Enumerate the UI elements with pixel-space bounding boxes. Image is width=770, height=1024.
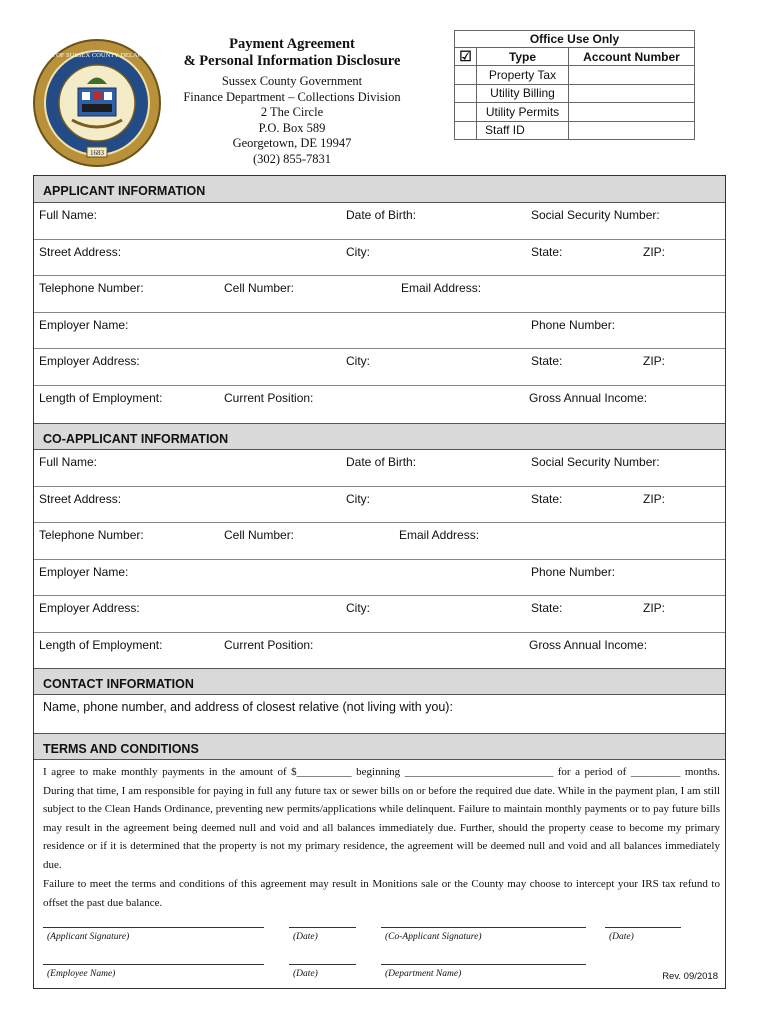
account-field[interactable]	[569, 103, 695, 122]
type-checkbox[interactable]	[455, 103, 477, 122]
state-label: State:	[531, 491, 563, 506]
state-label: State:	[531, 601, 563, 615]
seal-year: 1683	[90, 149, 104, 157]
cell-label: Cell Number:	[224, 528, 295, 542]
seal-ring-text: SEAL OF SUSSEX COUNTY DELAWARE	[38, 52, 156, 59]
full-name-label: Full Name:	[39, 455, 98, 469]
terms-text	[43, 763, 720, 912]
street-label: Street Address:	[39, 244, 122, 259]
type-label: Property Tax	[477, 66, 569, 85]
telephone-label: Telephone Number:	[39, 281, 144, 295]
applicant-row-name[interactable]	[34, 203, 725, 240]
applicant-row-address[interactable]	[34, 240, 725, 277]
account-field[interactable]	[569, 66, 695, 85]
office-use-table	[454, 30, 695, 140]
telephone-label: Telephone Number:	[39, 528, 144, 542]
contact-heading: CONTACT INFORMATION	[34, 668, 725, 695]
contact-row[interactable]	[34, 695, 725, 733]
address-city: Georgetown, DE 19947	[232, 136, 352, 150]
zip-label: ZIP:	[643, 354, 666, 368]
org-phone: (302) 855-7831	[252, 151, 332, 166]
ssn-label: Social Security Number:	[531, 208, 660, 222]
employee-date-line[interactable]: (Date)	[289, 964, 356, 979]
employer-address-label: Employer Address:	[39, 354, 140, 368]
office-use-title: Office Use Only	[455, 31, 695, 48]
check-icon: ☑	[455, 48, 477, 66]
county-seal-logo	[32, 38, 162, 168]
ssn-label: Social Security Number:	[531, 455, 660, 469]
coapplicant-heading: CO-APPLICANT INFORMATION	[34, 423, 725, 450]
coapplicant-date-line[interactable]: (Date)	[605, 927, 681, 942]
city-label: City:	[346, 601, 370, 615]
type-label: Staff ID	[477, 121, 569, 140]
city-label: City:	[346, 491, 370, 506]
phone-label: Phone Number:	[531, 564, 616, 579]
form-body	[33, 175, 726, 989]
applicant-row-employer-address[interactable]	[34, 349, 725, 386]
type-checkbox[interactable]	[455, 121, 477, 140]
position-label: Current Position:	[224, 637, 314, 652]
form-subtitle: & Personal Information Disclosure	[183, 53, 401, 69]
document-header	[172, 36, 412, 167]
type-label: Utility Permits	[477, 103, 569, 122]
position-label: Current Position:	[224, 390, 314, 405]
org-name: Sussex County Government	[221, 74, 363, 88]
zip-label: ZIP:	[643, 601, 666, 615]
coapplicant-row-employer-address[interactable]	[34, 596, 725, 633]
zip-label: ZIP:	[643, 491, 666, 506]
state-label: State:	[531, 354, 563, 368]
type-label: Utility Billing	[477, 84, 569, 103]
email-label: Email Address:	[401, 281, 482, 295]
cell-label: Cell Number:	[224, 281, 295, 295]
col-type: Type	[477, 48, 569, 66]
email-label: Email Address:	[399, 528, 480, 542]
applicant-date-line[interactable]: (Date)	[289, 927, 356, 942]
form-title: Payment Agreement	[229, 36, 355, 52]
employer-address-label: Employer Address:	[39, 601, 140, 615]
dob-label: Date of Birth:	[346, 455, 417, 469]
city-label: City:	[346, 354, 370, 368]
account-field[interactable]	[569, 84, 695, 103]
coapplicant-row-phones[interactable]	[34, 523, 725, 560]
account-field[interactable]	[569, 121, 695, 140]
coapplicant-row-address[interactable]	[34, 487, 725, 524]
org-division: Finance Department – Collections Division	[183, 89, 401, 104]
income-label: Gross Annual Income:	[529, 637, 648, 652]
coapplicant-row-employment[interactable]	[34, 633, 725, 670]
col-account: Account Number	[569, 48, 695, 66]
applicant-row-phones[interactable]	[34, 276, 725, 313]
department-name-line[interactable]: (Department Name)	[381, 964, 586, 979]
type-checkbox[interactable]	[455, 84, 477, 103]
coapplicant-signature-line[interactable]: (Co-Applicant Signature)	[381, 927, 586, 942]
revision-label: Rev. 09/2018	[662, 971, 718, 982]
address-street: 2 The Circle	[260, 105, 324, 119]
applicant-row-employer[interactable]	[34, 313, 725, 350]
applicant-heading: APPLICANT INFORMATION	[34, 176, 725, 203]
length-label: Length of Employment:	[39, 390, 163, 405]
applicant-signature-line[interactable]: (Applicant Signature)	[43, 927, 264, 942]
employee-name-line[interactable]: (Employee Name)	[43, 964, 264, 979]
coapplicant-row-name[interactable]	[34, 450, 725, 487]
coapplicant-row-employer[interactable]	[34, 560, 725, 597]
address-box: P.O. Box 589	[258, 120, 326, 135]
income-label: Gross Annual Income:	[529, 390, 648, 405]
applicant-row-employment[interactable]	[34, 386, 725, 423]
full-name-label: Full Name:	[39, 208, 98, 222]
terms-paragraph: Failure to meet the terms and conditions of this agreement may result in Monitions sale or the County may choose to intercept your IRS tax refund to offset the past due balance.	[43, 878, 720, 909]
employer-label: Employer Name:	[39, 317, 129, 332]
employer-label: Employer Name:	[39, 564, 129, 579]
terms-paragraph: I agree to make monthly payments in the amount of $__________ beginning ___________________________ for a period of _________ months. During that time, I am responsible for paying in full any future tax or sewer bills on or before the required due date. While in the payment plan, I am still subject to the Clean Hands Ordinance, preventing new permits/applications while delinquent. Failure to maintain monthly payments or to pay future bills may result in the agreement being deemed null and void and all balances immediately due. Further, should the property cease to become my primary residence or if it is determined that the property is not my primary residence, the agreement will be deemed null and void and all balances immediately due.	[43, 766, 720, 871]
street-label: Street Address:	[39, 491, 122, 506]
phone-label: Phone Number:	[531, 317, 616, 332]
length-label: Length of Employment:	[39, 637, 163, 652]
contact-label: Name, phone number, and address of closest relative (not living with you):	[43, 700, 453, 714]
state-label: State:	[531, 244, 563, 259]
zip-label: ZIP:	[643, 244, 666, 259]
dob-label: Date of Birth:	[346, 208, 417, 222]
terms-heading: TERMS AND CONDITIONS	[34, 733, 725, 760]
city-label: City:	[346, 244, 370, 259]
type-checkbox[interactable]	[455, 66, 477, 85]
